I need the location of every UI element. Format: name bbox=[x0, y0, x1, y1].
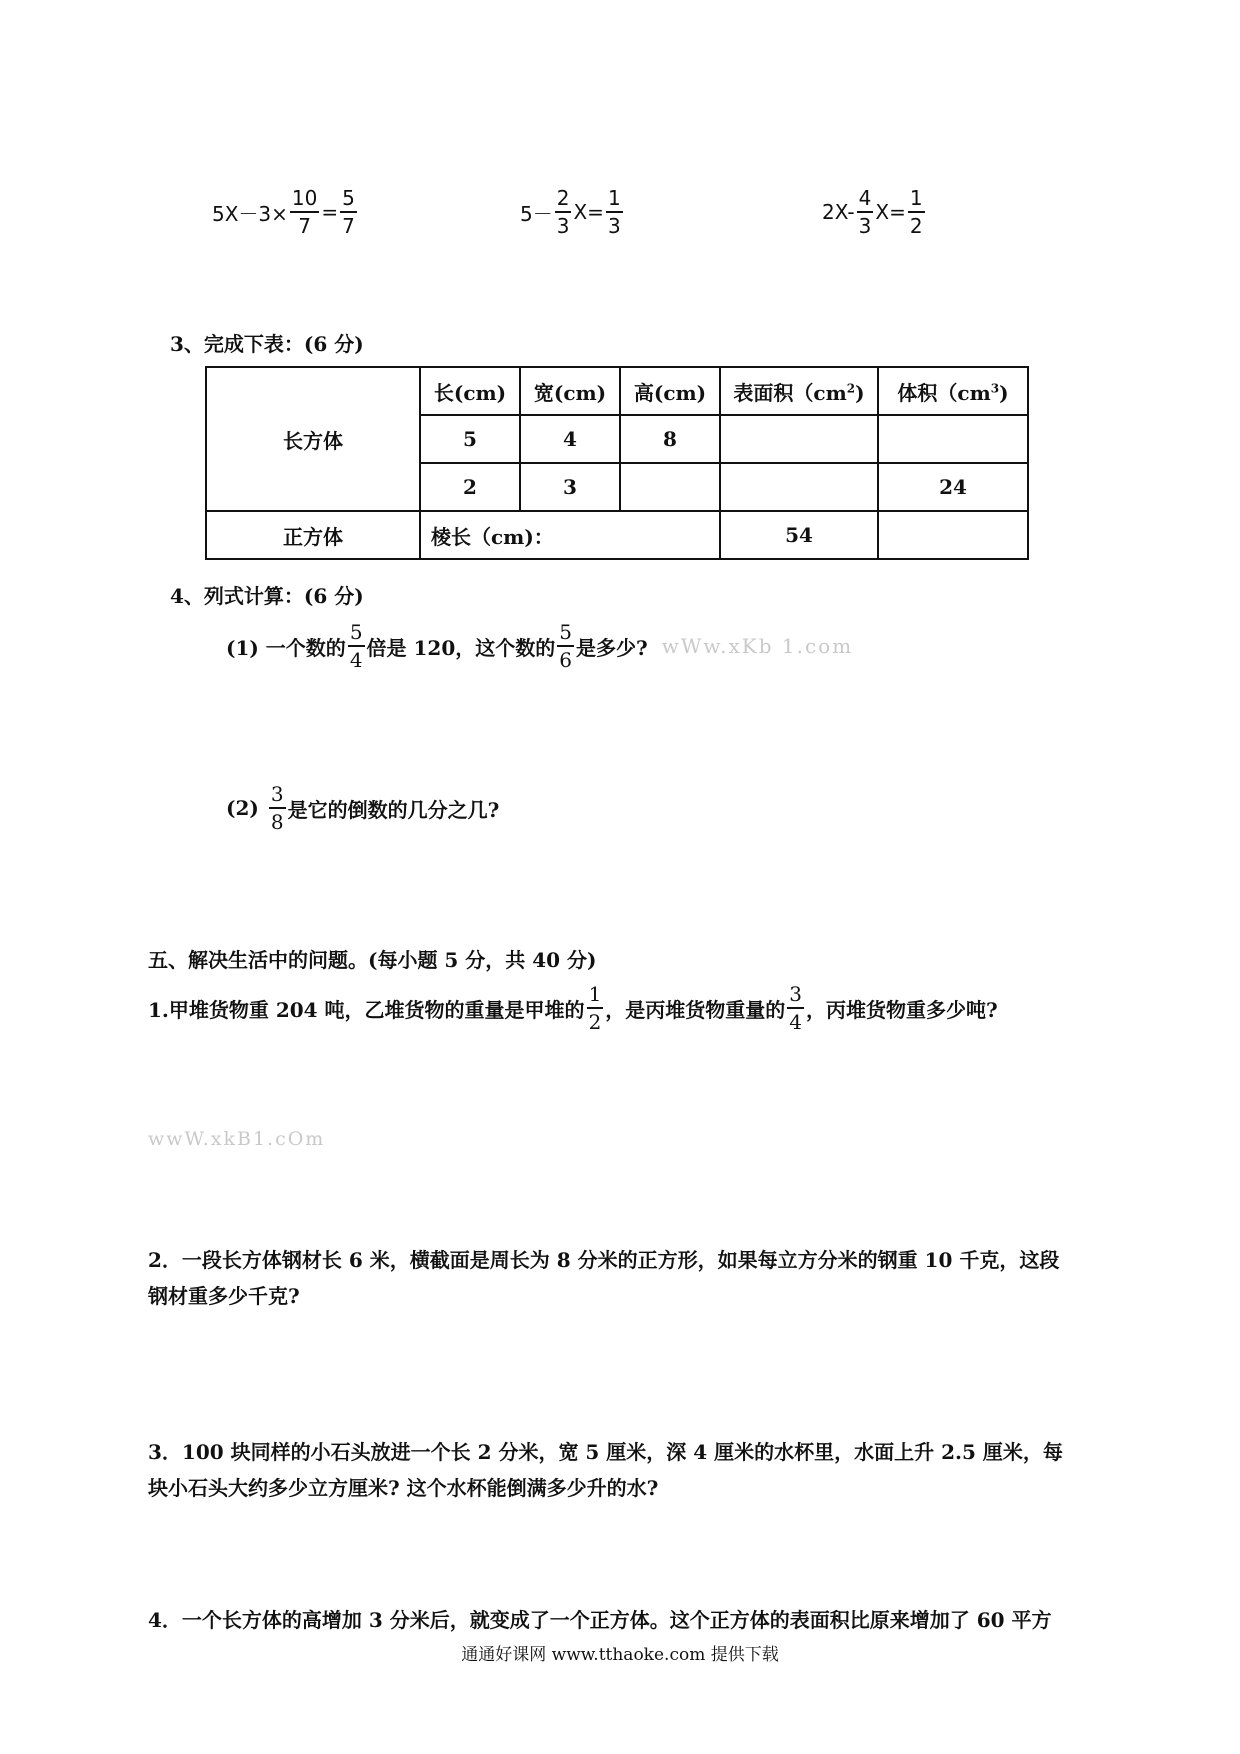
equation-mid: X= bbox=[573, 200, 604, 224]
q4-title: 4、列式计算：(6 分) bbox=[170, 584, 364, 608]
header-width: 宽(cm) bbox=[520, 367, 620, 415]
equation-prefix: 5X－3× bbox=[212, 201, 288, 226]
fraction: $\frac{5}{6}$ bbox=[559, 620, 572, 672]
header-height: 高(cm) bbox=[620, 367, 720, 415]
watermark: wwW.xkB1.cOm bbox=[148, 1128, 326, 1150]
cell: 2 bbox=[420, 463, 520, 511]
s5-problem2-line2: 钢材重多少千克? bbox=[148, 1284, 300, 1308]
watermark: wWw.xKb 1.com bbox=[661, 634, 854, 658]
s5-problem1: 1.甲堆货物重 204 吨，乙堆货物的重量是甲堆的 $\frac{1}{2}$ ，是丙堆货物重量的 $\frac{3}{4}$ ，丙堆货物重多少吨? bbox=[148, 982, 998, 1034]
cube-volume bbox=[878, 511, 1028, 559]
cube-edge: 棱长（cm)： bbox=[420, 511, 720, 559]
s5-problem4-line1: 4．一个长方体的高增加 3 分米后，就变成了一个正方体。这个正方体的表面积比原来增加了 60 平方 bbox=[148, 1608, 1052, 1632]
q4-part2: (2) $\frac{3}{8}$ 是它的倒数的几分之几? bbox=[226, 782, 500, 834]
section5-title: 五、解决生活中的问题。(每小题 5 分，共 40 分) bbox=[148, 948, 597, 972]
cell bbox=[720, 463, 878, 511]
cell: 5 bbox=[420, 415, 520, 463]
fraction: $\frac{5}{7}$ bbox=[342, 186, 355, 238]
equation-mid: X= bbox=[875, 200, 906, 224]
fraction: $\frac{1}{2}$ bbox=[588, 982, 602, 1034]
cuboid-table bbox=[205, 366, 1029, 560]
header-volume: 体积$(cm^3)$ bbox=[878, 367, 1028, 415]
equation-2 bbox=[520, 188, 625, 236]
fraction: $\frac{4}{3}$ bbox=[858, 186, 872, 238]
footer: 通通好课网 www.tthaoke.com 提供下载 bbox=[461, 1645, 779, 1665]
fraction: $\frac{10}{7}$ bbox=[291, 186, 318, 238]
cube-label: 正方体 bbox=[206, 511, 420, 559]
fraction: $\frac{2}{3}$ bbox=[556, 186, 570, 238]
cell: 4 bbox=[520, 415, 620, 463]
equation-3 bbox=[822, 188, 927, 236]
s5-problem2-line1: 2．一段长方体钢材长 6 米，横截面是周长为 8 分米的正方形，如果每立方分米的钢重 10 千克，这段 bbox=[148, 1248, 1060, 1272]
fraction: $\frac{1}{2}$ bbox=[909, 186, 923, 238]
s5-problem3-line1: 3．100 块同样的小石头放进一个长 2 分米，宽 5 厘米，深 4 厘米的水杯里，水面上升 2.5 厘米，每 bbox=[148, 1440, 1063, 1464]
equation-prefix: 2X- bbox=[822, 200, 855, 224]
cell bbox=[720, 415, 878, 463]
fraction: $\frac{3}{4}$ bbox=[789, 982, 803, 1034]
fraction: $\frac{5}{4}$ bbox=[349, 620, 363, 672]
equation-prefix: 5－ bbox=[520, 201, 553, 226]
cell: 8 bbox=[620, 415, 720, 463]
fraction: $\frac{3}{8}$ bbox=[270, 782, 284, 834]
q3-title: 3、完成下表：(6 分) bbox=[170, 332, 364, 356]
cell bbox=[620, 463, 720, 511]
cell: 3 bbox=[520, 463, 620, 511]
header-area: 表面积$(cm^2)$ bbox=[720, 367, 878, 415]
cell bbox=[878, 415, 1028, 463]
cell: 24 bbox=[878, 463, 1028, 511]
q4-part1: (1) 一个数的 $\frac{5}{4}$ 倍是 120，这个数的 $\frac{5}{6}$ 是多少? wWw.xKb 1.com bbox=[226, 620, 854, 672]
equation-1 bbox=[212, 188, 359, 236]
cube-area: 54 bbox=[720, 511, 878, 559]
rect-label: 长方体 bbox=[206, 367, 420, 511]
equation-mid: = bbox=[321, 200, 339, 224]
fraction: $\frac{1}{3}$ bbox=[607, 186, 621, 238]
header-length: 长(cm) bbox=[420, 367, 520, 415]
s5-problem3-line2: 块小石头大约多少立方厘米? 这个水杯能倒满多少升的水? bbox=[148, 1476, 659, 1500]
